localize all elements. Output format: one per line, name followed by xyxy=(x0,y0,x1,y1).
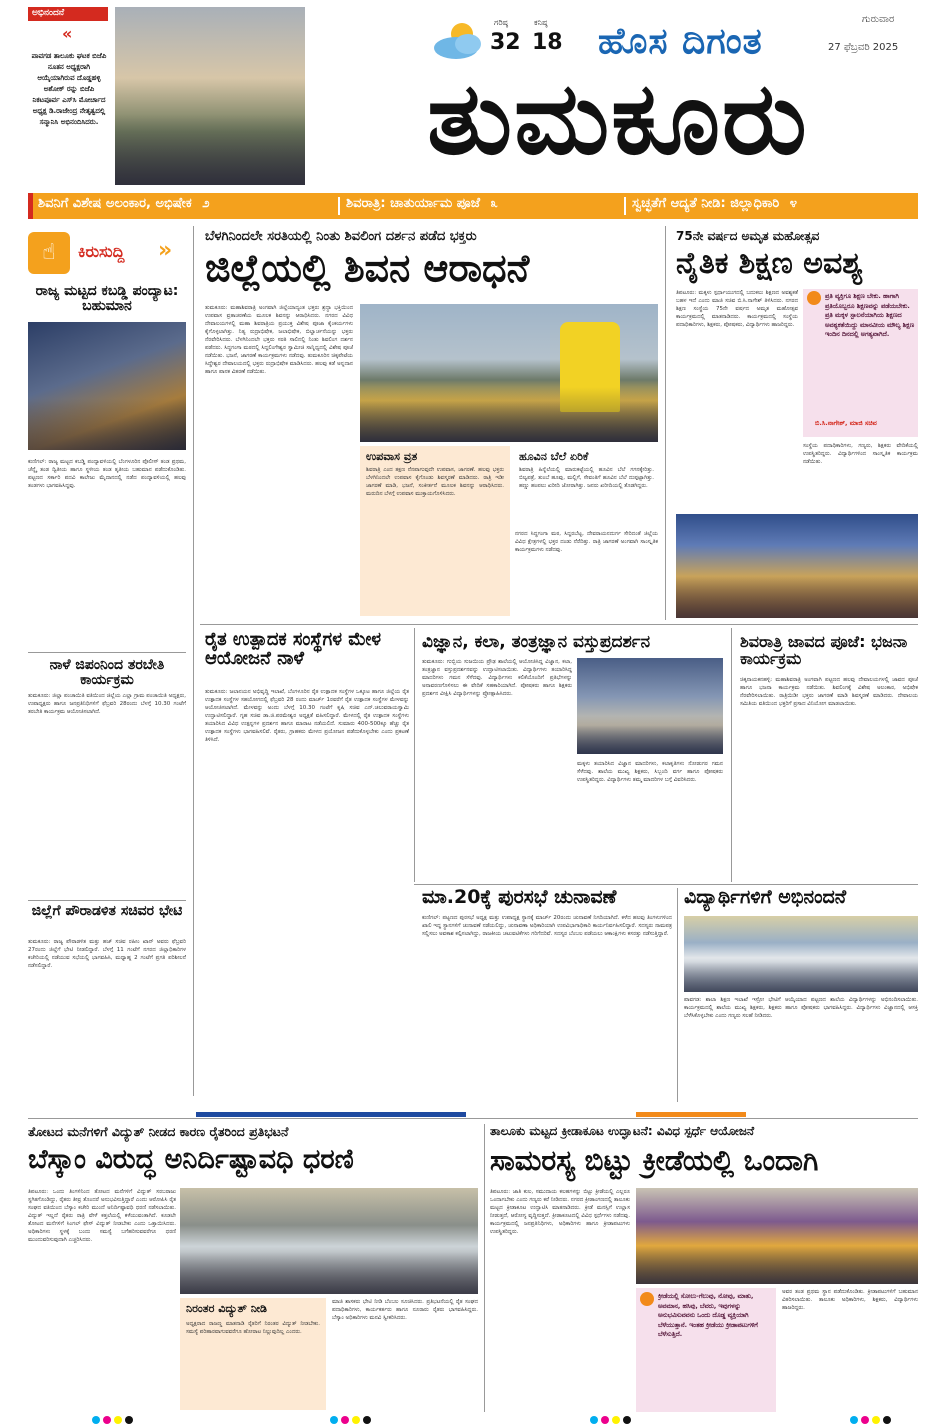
section-bar-blue xyxy=(196,1112,466,1117)
rule-vertical-4 xyxy=(677,888,678,1102)
registration-dots-3 xyxy=(590,1416,631,1424)
science-body: ತುಮಕೂರು: ಗುಬ್ಬಿಯ ಸುಜಯಿಯ ಪ್ರೌಢ ಶಾಲೆಯಲ್ಲಿ ಆಯೋಜಿಸಿದ್ದ ವಿಜ್ಞಾನ, ಕಲಾ, ತಂತ್ರಜ್ಞಾನ ವಸ್ತುಪ್ರದರ್ಶನವನ್ನು ಉದ್ಘಾಟಿಸಲಾಯಿತು. ವಿದ್ಯಾರ್ಥಿಗಳು ತಯಾರಿಸಿದ್ದ ಮಾದರಿಗಳು ಗಮನ ಸೆಳೆದವು. ವಿದ್ಯಾರ್ಥಿಗಳು ಕಲಿಕೆಯೊಂದಿಗೆ ಪ್ರತಿಭೆಗಳನ್ನು ಅನಾವರಣಗೊಳಿಸಲು ಈ ವೇದಿಕೆ ಸಹಕಾರಿಯಾಗಿದೆ. ಪೋಷಕರು ಹಾಗೂ ಶಿಕ್ಷಕರು ಪ್ರದರ್ಶನ ವೀಕ್ಷಿಸಿ ವಿದ್ಯಾರ್ಥಿಗಳನ್ನು ಪ್ರೋತ್ಸಾಹಿಸಿದರು. xyxy=(422,659,572,697)
rule-left-2 xyxy=(28,900,186,901)
sports-headline: ಸಾಮರಸ್ಯ ಬಿಟ್ಟು ಕ್ರೀಡೆಯಲ್ಲಿ ಒಂದಾಗಿ xyxy=(490,1144,819,1177)
teaser-item-2-page: ೩ xyxy=(490,196,498,211)
chevrons-right-icon: » xyxy=(158,238,173,263)
lead-kicker: ಬೆಳಗಿನಿಂದಲೇ ಸರತಿಯಲ್ಲಿ ನಿಂತು ಶಿವಲಿಂಗ ದರ್ಶನ ಪಡೆದ ಭಕ್ತರು xyxy=(205,229,477,244)
flower-box-title: ಹೂವಿನ ಬೆಲೆ ಏರಿಕೆ xyxy=(519,450,589,463)
lead-headline: ಜಿಲ್ಲೆಯಲ್ಲಿ ಶಿವನ ಆರಾಧನೆ xyxy=(205,246,530,290)
rule-vertical-3 xyxy=(731,628,732,882)
chevron-left-icon: « xyxy=(62,24,73,43)
teaser-item-2[interactable] xyxy=(346,196,616,216)
bescom-photo xyxy=(180,1188,478,1294)
teaser-red-strip xyxy=(28,193,33,219)
edition-title: ತುಮಕೂರು xyxy=(427,60,809,177)
bescom-body-2: ಮಾಜಿ ಶಾಸಕರು ಭೇಟಿ ನೀಡಿ ಬೆಂಬಲ ಸೂಚಿಸಿದರು. ಪ್ರತಿಭಟನೆಯಲ್ಲಿ ರೈತ ಸಂಘದ ಪದಾಧಿಕಾರಿಗಳು, ಕಾರ್ಯಕರ್ತರು ಹಾಗೂ ನೂರಾರು ರೈತರು ಭಾಗವಹಿಸಿದ್ದರು. ಬೆಸ್ಕಾಂ ಅಧಿಕಾರಿಗಳು ಮನವಿ ಸ್ವೀಕರಿಸಿದರು. xyxy=(332,1299,478,1321)
sports-quote-box xyxy=(636,1288,776,1412)
teaser-bar xyxy=(28,193,918,219)
science-photo xyxy=(577,658,723,754)
election-headline: ಮಾ.20ಕ್ಕೆ ಪುರಸಭೆ ಚುನಾವಣೆ xyxy=(422,886,617,908)
kirusuddi-story1-body: ಕುಣಿಗಲ್: ರಾಜ್ಯ ಮಟ್ಟದ ಕಬಡ್ಡಿ ಪಂದ್ಯಾವಳಿಯಲ್ಲಿ ಬೆಂಗಳೂರಿನ ಪೊಲೀಸ್ ತಂಡ ಪ್ರಥಮ, ಚೆನ್ನೈ ತಂಡ ದ್ವಿತೀಯ ಹಾಗೂ ಸ್ಥಳೀಯ ತಂಡ ತೃತೀಯ ಬಹುಮಾನ ಪಡೆದುಕೊಂಡಿತು. ಪಟ್ಟಣದ ಸರ್ಕಾರಿ ಪದವಿ ಕಾಲೇಜು ಮೈದಾನದಲ್ಲಿ ನಡೆದ ಪಂದ್ಯಾವಳಿಯಲ್ಲಿ ಹಲವು ತಂಡಗಳು ಭಾಗವಹಿಸಿದ್ದವು. xyxy=(28,459,186,489)
kirusuddi-story3-head: ಜಿಲ್ಲೆಗೆ ಪೌರಾಡಳಿತ ಸಚಿವರ ಭೇಟಿ xyxy=(31,903,183,919)
rule-horizontal-3 xyxy=(28,1118,918,1119)
abhinandane-text: ಪಾವಗಡ ತಾಲೂಕು ಘಟಕ ಬಿಜೆಪಿ ನೂತನ ಅಧ್ಯಕ್ಷರಾಗಿ ಆಯ್ಕೆಯಾಗಿರುವ ದೊಡ್ಡಹಳ್ಳಿ ಅಶೋಕ್ ರನ್ನು ಬಿಜೆಪಿ ನಿಕಟಪೂರ್ವ ಎಸ್‌ಸಿ ಮೋರ್ಚಾದ ಅಧ್ಯಕ್ಷ ಡಿ.ರಾಜೇಂದ್ರ ನೇತೃತ್ವದಲ್ಲಿ ಸನ್ಮಾನಿಸಿ ಅಭಿನಂದಿಸಿದರು. xyxy=(31,52,107,126)
sports-kicker: ತಾಲೂಕು ಮಟ್ಟದ ಕ್ರೀಡಾಕೂಟ ಉದ್ಘಾಟನೆ: ವಿವಿಧ ಸ್ಪರ್ಧೆ ಆಯೋಜನೆ xyxy=(490,1124,755,1138)
kabaddi-photo xyxy=(28,322,186,450)
abhinandane-photo xyxy=(115,7,305,185)
kirusuddi-story2-head: ನಾಳೆ ಜಿಪಂನಿಂದ ತರಬೇತಿ ಕಾರ್ಯಕ್ರಮ xyxy=(49,657,165,688)
rule-horizontal-2 xyxy=(414,884,918,885)
teaser-item-2-text: ಶಿವರಾತ್ರಿ: ಚಾತುರ್ಯಾಮ ಪೂಜೆ xyxy=(346,196,480,211)
kirusuddi-story3-body: ತುಮಕೂರು: ರಾಜ್ಯ ಪೌರಾಡಳಿತ ಮತ್ತು ಹಜ್ ಸಚಿವ ರಹೀಂ ಖಾನ್ ಅವರು ಫೆಬ್ರವರಿ 27ರಂದು ಜಿಲ್ಲೆಗೆ ಭೇಟಿ ನೀಡಲಿದ್ದಾರೆ. ಬೆಳಗ್ಗೆ 11 ಗಂಟೆಗೆ ನಗರದ ಜಿಲ್ಲಾಧಿಕಾರಿಗಳ ಕಚೇರಿಯಲ್ಲಿ ನಡೆಯುವ ಸಭೆಯಲ್ಲಿ ಭಾಗವಹಿಸಿ, ಮಧ್ಯಾಹ್ನ 2 ಗಂಟೆಗೆ ಪ್ರಗತಿ ಪರಿಶೀಲನೆ ನಡೆಸಲಿದ್ದಾರೆ. xyxy=(28,939,186,969)
farmers-body: ತುಮಕೂರು: ಜಲಾನಯನ ಅಭಿವೃದ್ಧಿ ಇಲಾಖೆ, ಬೆಂಗಳೂರಿನ ರೈತ ಉತ್ಪಾದಕ ಸಂಸ್ಥೆಗಳ ಒಕ್ಕೂಟ ಹಾಗೂ ಜಿಲ್ಲೆಯ ರೈತ ಉತ್ಪಾದಕ ಸಂಸ್ಥೆಗಳ ಸಹಯೋಗದಲ್ಲಿ ಫೆಬ್ರವರಿ 28 ರಂದು ಮಾರ್ಚ್ 1ರವರೆಗೆ ರೈತ ಉತ್ಪಾದಕ ಸಂಸ್ಥೆಗಳ ಮೇಳವನ್ನು ಆಯೋಜಿಸಲಾಗಿದೆ. ಮೇಳವನ್ನು ಅಂದು ಬೆಳಗ್ಗೆ 10.30 ಗಂಟೆಗೆ ಕೃಷಿ ಸಚಿವ ಎನ್.ಚಲುವರಾಯಸ್ವಾಮಿ ಉದ್ಘಾಟಿಸಲಿದ್ದಾರೆ. ಗೃಹ ಸಚಿವ ಡಾ.ಜಿ.ಪರಮೇಶ್ವರ ಅಧ್ಯಕ್ಷತೆ ವಹಿಸಲಿದ್ದಾರೆ. ಮೇಳದಲ್ಲಿ ರೈತ ಉತ್ಪಾದಕ ಸಂಸ್ಥೆಗಳು ತಯಾರಿಸಿದ ವಿವಿಧ ಉತ್ಪನ್ನಗಳ ಪ್ರದರ್ಶನ ಹಾಗೂ ಮಾರಾಟ ನಡೆಯಲಿದೆ. ಸುಮಾರು 400-500ಕ್ಕೂ ಹೆಚ್ಚು ರೈತ ಉತ್ಪಾದಕ ಸಂಸ್ಥೆಗಳು ಭಾಗವಹಿಸಲಿವೆ. ರೈತರು, ಗ್ರಾಹಕರು ಮೇಳದ ಪ್ರಯೋಜನ ಪಡೆದುಕೊಳ್ಳಬೇಕು ಎಂದು ಪ್ರಕಟಣೆ ತಿಳಿಸಿದೆ. xyxy=(205,689,409,743)
quote-mark-icon xyxy=(807,291,821,305)
ethics-headline: ನೈತಿಕ ಶಿಕ್ಷಣ ಅವಶ್ಯ xyxy=(676,246,863,281)
teaser-divider-1 xyxy=(338,197,340,215)
weather-max-label: ಗರಿಷ್ಠ xyxy=(494,18,508,27)
upavasa-box-title: ಉಪವಾಸ ವ್ರತ xyxy=(366,450,418,463)
rule-vertical-2 xyxy=(414,628,415,882)
rule-left-1 xyxy=(28,652,186,653)
teaser-item-3-page: ೪ xyxy=(789,196,798,211)
quote-mark-icon-2 xyxy=(640,1292,654,1306)
issue-day: ಗುರುವಾರ xyxy=(862,14,895,25)
ethics-quote-box xyxy=(803,289,918,437)
issue-date: 27 ಫೆಬ್ರವರಿ 2025 xyxy=(828,42,899,53)
abhinandane-tag: ಅಭಿನಂದನೆ xyxy=(28,7,108,21)
abhinandane-panel xyxy=(28,7,110,185)
ethics-kicker: 75ನೇ ವರ್ಷದ ಅಮೃತ ಮಹೋತ್ಸವ xyxy=(676,229,820,243)
registration-dots-1 xyxy=(92,1416,133,1424)
bescom-box-title: ನಿರಂತರ ವಿದ್ಯುತ್ ನೀಡಿ xyxy=(186,1302,267,1315)
flower-box-body: ಶಿವರಾತ್ರಿ ಹಿನ್ನೆಲೆಯಲ್ಲಿ ಮಾರುಕಟ್ಟೆಯಲ್ಲಿ ಹೂವಿನ ಬೆಲೆ ಗಗನಕ್ಕೇರಿತ್ತು. ಬಿಲ್ವಪತ್ರೆ, ತುಂಬೆ ಹೂವು, ಮಲ್ಲಿಗೆ, ಸೇವಂತಿಗೆ ಹೂವಿನ ಬೆಲೆ ದುಪ್ಪಟ್ಟಾಗಿತ್ತು. ಹಣ್ಣು ಹಂಪಲು ಖರೀದಿ ಜೋರಾಗಿತ್ತು. ಜನರು ಖರೀದಿಯಲ್ಲಿ ತೊಡಗಿದ್ದರು. xyxy=(519,467,654,489)
lead-body-col3: ನಗರದ ಸಿದ್ಧಗಂಗಾ ಮಠ, ಸಿದ್ದರಬೆಟ್ಟ, ದೇವರಾಯನದುರ್ಗ ಸೇರಿದಂತೆ ಜಿಲ್ಲೆಯ ವಿವಿಧ ಕ್ಷೇತ್ರಗಳಲ್ಲಿ ಭಕ್ತರ ದಂಡು ನೆರೆದಿತ್ತು. ರಾತ್ರಿ ಜಾಗರಣೆ ಅಂಗವಾಗಿ ಸಾಂಸ್ಕೃತಿಕ ಕಾರ್ಯಕ್ರಮಗಳು ನಡೆದವು. xyxy=(515,531,658,553)
kirusuddi-logo xyxy=(28,232,184,274)
teaser-divider-2 xyxy=(624,197,626,215)
weather-min-label: ಕನಿಷ್ಠ xyxy=(534,18,548,27)
sports-body-2: ಅವರ ತಂಡ ಪ್ರಥಮ ಸ್ಥಾನ ಪಡೆದುಕೊಂಡಿತು. ಕ್ರೀಡಾಪಟುಗಳಿಗೆ ಬಹುಮಾನ ವಿತರಿಸಲಾಯಿತು. ತಾಲೂಕು ಅಧಿಕಾರಿಗಳು, ಶಿಕ್ಷಕರು, ವಿದ್ಯಾರ್ಥಿಗಳು ಹಾಜರಿದ್ದರು. xyxy=(782,1289,918,1311)
lead-photo xyxy=(360,304,658,442)
bescom-body: ತಿಪಟೂರು: ಒಂದು ತಿಂಗಳಿನಿಂದ ತೋಟದ ಮನೆಗಳಿಗೆ ವಿದ್ಯುತ್ ಸರಬರಾಜು ಸ್ಥಗಿತಗೊಂಡಿದ್ದು, ರೈತರು ತೀವ್ರ ತೊಂದರೆ ಅನುಭವಿಸುತ್ತಿದ್ದಾರೆ ಎಂದು ಆರೋಪಿಸಿ ರೈತ ಸಂಘದ ವತಿಯಿಂದ ಬೆಸ್ಕಾಂ ಕಚೇರಿ ಮುಂದೆ ಅನಿರ್ದಿಷ್ಟಾವಧಿ ಧರಣಿ ನಡೆಸಲಾಯಿತು. ವಿದ್ಯುತ್ ಇಲ್ಲದೆ ರೈತರು ರಾತ್ರಿ ವೇಳೆ ಕತ್ತಲೆಯಲ್ಲಿ ಕಳೆಯುವಂತಾಗಿದೆ. ಕೂಡಲೇ ತೋಟದ ಮನೆಗಳಿಗೆ ಸಿಂಗಲ್ ಫೇಸ್ ವಿದ್ಯುತ್ ನೀಡಬೇಕು ಎಂದು ಒತ್ತಾಯಿಸಿದರು. ಅಧಿಕಾರಿಗಳು ಸ್ಥಳಕ್ಕೆ ಬಂದು ಸಮಸ್ಯೆ ಬಗೆಹರಿಸುವವರೆಗೂ ಧರಣಿ ಮುಂದುವರಿಸುವುದಾಗಿ ಎಚ್ಚರಿಸಿದರು. xyxy=(28,1189,176,1243)
students-headline: ವಿದ್ಯಾರ್ಥಿಗಳಿಗೆ ಅಭಿನಂದನೆ xyxy=(684,886,847,908)
bhajana-headline: ಶಿವರಾತ್ರಿ ಜಾವದ ಪೂಜೆ: ಭಜನಾ ಕಾರ್ಯಕ್ರಮ xyxy=(740,632,908,668)
rule-vertical-5 xyxy=(484,1124,485,1412)
teaser-item-1-text: ಶಿವನಿಗೆ ವಿಶೇಷ ಅಲಂಕಾರ, ಅಭಿಷೇಕ xyxy=(38,196,192,211)
farmers-headline: ರೈತ ಉತ್ಪಾದಕ ಸಂಸ್ಥೆಗಳ ಮೇಳ ಆಯೋಜನೆ ನಾಳೆ xyxy=(205,629,382,669)
rule-vertical-mid xyxy=(665,226,666,620)
hand-icon: ☝ xyxy=(28,232,70,274)
weather-max-value: 32 xyxy=(490,30,521,55)
ethics-quote-by: ಬಿ.ಸಿ.ನಾಗೇಶ್, ಮಾಜಿ ಸಚಿವ xyxy=(815,419,877,427)
weather-min-value: 18 xyxy=(532,30,563,55)
kirusuddi-label: ಕಿರುಸುದ್ದಿ xyxy=(78,242,125,261)
bescom-box-body: ಅಧ್ಯಕ್ಷರಾದ ರಾಜಣ್ಣ ಮಾತನಾಡಿ ರೈತರಿಗೆ ನಿರಂತರ ವಿದ್ಯುತ್ ನೀಡಬೇಕು. ಸಮಸ್ಯೆ ಪರಿಹಾರವಾಗುವವರೆಗೂ ಹೋರಾಟ ನಿಲ್ಲುವುದಿಲ್ಲ ಎಂದರು. xyxy=(186,1321,320,1335)
registration-dots-2 xyxy=(330,1416,371,1424)
teaser-item-3[interactable] xyxy=(632,196,914,216)
ethics-body: ತಿಪಟೂರು: ಮಕ್ಕಳು ಸ್ಪರ್ಧಾಯುಗದಲ್ಲಿ ಬದುಕಲು ಶಿಕ್ಷಣದ ಅವಶ್ಯಕತೆ ಬಹಳ ಇದೆ ಎಂದು ಮಾಜಿ ಸಚಿವ ಬಿ.ಸಿ.ನಾಗೇಶ್ ತಿಳಿಸಿದರು. ನಗರದ ಶಿಕ್ಷಣ ಸಂಸ್ಥೆಯ 75ನೇ ವರ್ಷದ ಅಮೃತ ಮಹೋತ್ಸವ ಕಾರ್ಯಕ್ರಮದಲ್ಲಿ ಮಾತನಾಡಿದರು. ಕಾರ್ಯಕ್ರಮದಲ್ಲಿ ಸಂಸ್ಥೆಯ ಪದಾಧಿಕಾರಿಗಳು, ಶಿಕ್ಷಕರು, ಪೋಷಕರು, ವಿದ್ಯಾರ್ಥಿಗಳು ಹಾಜರಿದ್ದರು. xyxy=(676,290,798,328)
paper-name: ಹೊಸ ದಿಗಂತ xyxy=(598,20,763,62)
teaser-item-1-page: ೨ xyxy=(202,196,210,211)
ethics-quote: ಪ್ರತಿ ವ್ಯಕ್ತಿಗೂ ಶಿಕ್ಷಣ ಬೇಕು. ಹಾಗಾಗಿ ಪ್ರತಿಯೊಬ್ಬರೂ ಶಿಕ್ಷಣವನ್ನು ಪಡೆಯಬೇಕು. ಪ್ರತಿ ಮಕ್ಕಳ ಸ್ಪಾಲನೆಯಾಗಿಯ ಶಿಕ್ಷಣದ ಅವಶ್ಯಕತೆಯಿದ್ದು ಮಾನವೀಯ ಮೌಲ್ಯ ಶಿಕ್ಷಣ ಇಂದಿನ ದಿನದಲ್ಲಿ ಅಗತ್ಯವಾಗಿದೆ. xyxy=(825,292,915,338)
teaser-item-1[interactable] xyxy=(38,196,338,216)
sports-body: ತಿಪಟೂರು: ಜಾತಿ ಕುಲ, ಸಮುದಾಯ ಕಲಹಗಳನ್ನು ಬಿಟ್ಟು ಕ್ರೀಡೆಯಲ್ಲಿ ಎಲ್ಲರೂ ಒಂದಾಗಬೇಕು ಎಂದು ಗಣ್ಯರು ಕರೆ ನೀಡಿದರು. ನಗರದ ಕ್ರೀಡಾಂಗಣದಲ್ಲಿ ತಾಲೂಕು ಮಟ್ಟದ ಕ್ರೀಡಾಕೂಟ ಉದ್ಘಾಟಿಸಿ ಮಾತನಾಡಿದರು. ಕ್ರೀಡೆ ಮನಸ್ಸಿಗೆ ಉಲ್ಲಾಸ ನೀಡುತ್ತದೆ, ಆರೋಗ್ಯ ವೃದ್ಧಿಸುತ್ತದೆ. ಕ್ರೀಡಾಕೂಟದಲ್ಲಿ ವಿವಿಧ ಸ್ಪರ್ಧೆಗಳು ನಡೆದವು. ಕಾರ್ಯಕ್ರಮದಲ್ಲಿ ಜನಪ್ರತಿನಿಧಿಗಳು, ಅಧಿಕಾರಿಗಳು ಹಾಗೂ ಕ್ರೀಡಾಪಟುಗಳು ಉಪಸ್ಥಿತರಿದ್ದರು. xyxy=(490,1189,630,1235)
ethics-body-2: ಸಂಸ್ಥೆಯ ಪದಾಧಿಕಾರಿಗಳು, ಗಣ್ಯರು, ಶಿಕ್ಷಕರು ವೇದಿಕೆಯಲ್ಲಿ ಉಪಸ್ಥಿತರಿದ್ದರು. ವಿದ್ಯಾರ್ಥಿಗಳಿಂದ ಸಾಂಸ್ಕೃತಿಕ ಕಾರ್ಯಕ್ರಮ ನಡೆಯಿತು. xyxy=(803,443,918,465)
upavasa-box xyxy=(360,446,510,616)
election-body: ಕುಣಿಗಲ್: ಪಟ್ಟಣದ ಪುರಸಭೆ ಅಧ್ಯಕ್ಷ ಮತ್ತು ಉಪಾಧ್ಯಕ್ಷ ಸ್ಥಾನಕ್ಕೆ ಮಾರ್ಚ್ 20ರಂದು ಚುನಾವಣೆ ನಿಗದಿಯಾಗಿದೆ. ಕಳೆದ ಹಲವು ತಿಂಗಳುಗಳಿಂದ ಖಾಲಿ ಇದ್ದ ಸ್ಥಾನಗಳಿಗೆ ಚುನಾವಣೆ ನಡೆಯಲಿದ್ದು, ಚುನಾವಣಾ ಅಧಿಕಾರಿಯಾಗಿ ಉಪವಿಭಾಗಾಧಿಕಾರಿ ಕಾರ್ಯನಿರ್ವಹಿಸಲಿದ್ದಾರೆ. ಸದಸ್ಯರು ನಾಮಪತ್ರ ಸಲ್ಲಿಸಲು ಅವಕಾಶ ಕಲ್ಪಿಸಲಾಗಿದ್ದು, ರಾಜಕೀಯ ಚಟುವಟಿಕೆಗಳು ಗರಿಗೆದರಿವೆ. ಸದಸ್ಯರ ಬೆಂಬಲ ಪಡೆಯಲು ಆಕಾಂಕ್ಷಿಗಳು ಕಸರತ್ತು ನಡೆಸುತ್ತಿದ್ದಾರೆ. xyxy=(422,915,672,937)
sports-quote: ಕ್ರೀಡೆಯಲ್ಲಿ ಸೋಲು-ಗೆಲುವು, ನೋವು, ಮಾತು, ಅವಮಾನ, ಹಸಿವು, ಬೆವರು, ಇವುಗಳನ್ನು ಅನುಭವಿಸುವವನು ಒಂದು ದೊಡ್ಡ ವ್ಯಕ್ತಿಯಾಗಿ ಬೆಳೆಯುತ್ತಾನೆ. ಇಂತಹ ಕ್ರೀಡೆಯು ಕ್ರೀಡಾಪಟುಗಳಿಗೆ ಬೆಳೆಸುತ್ತಿದೆ. xyxy=(658,1293,758,1338)
flower-box xyxy=(515,446,658,528)
students-photo xyxy=(684,916,918,992)
teaser-item-3-text: ಸ್ವಚ್ಛತೆಗೆ ಆದ್ಯತೆ ನೀಡಿ: ಜಿಲ್ಲಾಧಿಕಾರಿ xyxy=(632,196,780,211)
bescom-headline: ಬೆಸ್ಕಾಂ ವಿರುದ್ಧ ಅನಿರ್ದಿಷ್ಟಾವಧಿ ಧರಣಿ xyxy=(28,1144,354,1175)
rule-horizontal-1 xyxy=(200,624,918,625)
science-body-2: ಮಕ್ಕಳು ತಯಾರಿಸಿದ ವಿಜ್ಞಾನ ಮಾದರಿಗಳು, ಕಲಾಕೃತಿಗಳು ನೋಡುಗರ ಗಮನ ಸೆಳೆದವು. ಶಾಲೆಯ ಮುಖ್ಯ ಶಿಕ್ಷಕರು, ಸಿಬ್ಬಂದಿ ವರ್ಗ ಹಾಗೂ ಪೋಷಕರು ಉಪಸ್ಥಿತರಿದ್ದರು. ವಿದ್ಯಾರ್ಥಿಗಳು ತಮ್ಮ ಮಾದರಿಗಳ ಬಗ್ಗೆ ವಿವರಿಸಿದರು. xyxy=(577,761,723,783)
bescom-box xyxy=(180,1298,326,1410)
kirusuddi-story1-head: ರಾಜ್ಯ ಮಟ್ಟದ ಕಬಡ್ಡಿ ಪಂದ್ಯಾಟ: ಬಹುಮಾನ xyxy=(35,283,179,314)
upavasa-box-body: ಶಿವರಾತ್ರಿ ಎಂದ ತಕ್ಷಣ ನೆನಪಾಗುವುದೇ ಉಪವಾಸ, ಜಾಗರಣೆ. ಹಲವು ಭಕ್ತರು ಬೆಳಗಿನಿಂದಲೇ ಉಪವಾಸ ಕೈಗೊಂಡು ಶಿವಸ್ಮರಣೆ ಮಾಡಿದರು. ರಾತ್ರಿ ಇಡೀ ಜಾಗರಣೆ ಮಾಡಿ, ಭಜನೆ, ಸಂಕೀರ್ತನೆ ಮೂಲಕ ಶಿವನನ್ನು ಆರಾಧಿಸಿದರು. ಮರುದಿನ ಬೆಳಗ್ಗೆ ಉಪವಾಸ ಮುಕ್ತಾಯಗೊಳಿಸಿದರು. xyxy=(366,467,504,497)
bescom-kicker: ತೋಟದ ಮನೆಗಳಿಗೆ ವಿದ್ಯುತ್ ನೀಡದ ಕಾರಣ ರೈತರಿಂದ ಪ್ರತಿಭಟನೆ xyxy=(28,1124,289,1139)
section-bar-orange xyxy=(636,1112,746,1117)
students-body: ಪಾವಗಡ: ಶಾಲಾ ಶಿಕ್ಷಣ ಇಲಾಖೆ ಇಸ್ರೋ ಭೇಟಿಗೆ ಆಯ್ಕೆಯಾದ ಪಟ್ಟಣದ ಶಾಲೆಯ ವಿದ್ಯಾರ್ಥಿಗಳನ್ನು ಅಭಿನಂದಿಸಲಾಯಿತು. ಕಾರ್ಯಕ್ರಮದಲ್ಲಿ ಶಾಲೆಯ ಮುಖ್ಯ ಶಿಕ್ಷಕರು, ಶಿಕ್ಷಕರು ಹಾಗೂ ಪೋಷಕರು ಭಾಗವಹಿಸಿದ್ದರು. ವಿದ್ಯಾರ್ಥಿಗಳು ವಿಜ್ಞಾನದಲ್ಲಿ ಆಸಕ್ತಿ ಬೆಳೆಸಿಕೊಳ್ಳಬೇಕು ಎಂದು ಗಣ್ಯರು ಸಲಹೆ ನೀಡಿದರು. xyxy=(684,997,918,1019)
ethics-photo xyxy=(676,514,918,618)
rule-vertical-left xyxy=(193,226,194,1096)
sports-photo xyxy=(636,1188,918,1284)
kirusuddi-story2-body: ತುಮಕೂರು: ಜಿಲ್ಲಾ ಪಂಚಾಯಿತಿ ವತಿಯಿಂದ ಜಿಲ್ಲೆಯ ಎಲ್ಲಾ ಗ್ರಾಮ ಪಂಚಾಯಿತಿ ಅಧ್ಯಕ್ಷರು, ಉಪಾಧ್ಯಕ್ಷರು ಹಾಗೂ ಜನಪ್ರತಿನಿಧಿಗಳಿಗೆ ಫೆಬ್ರವರಿ 28ರಂದು ಬೆಳಗ್ಗೆ 10.30 ಗಂಟೆಗೆ ತರಬೇತಿ ಕಾರ್ಯಕ್ರಮ ಆಯೋಜಿಸಲಾಗಿದೆ. xyxy=(28,693,186,715)
science-headline: ವಿಜ್ಞಾನ, ಕಲಾ, ತಂತ್ರಜ್ಞಾನ ವಸ್ತುಪ್ರದರ್ಶನ xyxy=(422,632,651,652)
registration-dots-4 xyxy=(850,1416,891,1424)
bhajana-body: ಚಿಕ್ಕನಾಯಕನಹಳ್ಳಿ: ಮಹಾಶಿವರಾತ್ರಿ ಅಂಗವಾಗಿ ಪಟ್ಟಣದ ಹಲವು ದೇವಾಲಯಗಳಲ್ಲಿ ಜಾವದ ಪೂಜೆ ಹಾಗೂ ಭಜನಾ ಕಾರ್ಯಕ್ರಮ ನಡೆಯಿತು. ಶಿವಲಿಂಗಕ್ಕೆ ವಿಶೇಷ ಅಲಂಕಾರ, ಅಭಿಷೇಕ ನೆರವೇರಿಸಲಾಯಿತು. ರಾತ್ರಿಯಿಡೀ ಭಕ್ತರು ಜಾಗರಣೆ ಮಾಡಿ ಶಿವಸ್ಮರಣೆ ಮಾಡಿದರು. ದೇವಾಲಯ ಸಮಿತಿಯ ವತಿಯಿಂದ ಭಕ್ತರಿಗೆ ಪ್ರಸಾದ ವಿನಿಯೋಗ ಮಾಡಲಾಯಿತು. xyxy=(740,677,918,707)
lead-body-col1: ತುಮಕೂರು: ಮಹಾಶಿವರಾತ್ರಿ ಅಂಗವಾಗಿ ಜಿಲ್ಲೆಯಾದ್ಯಂತ ಭಕ್ತರು ಶ್ರದ್ಧಾ ಭಕ್ತಿಯಿಂದ ಉಪವಾಸ ವ್ರತಾಚರಣೆಯ ಮೂಲಕ ಶಿವನನ್ನು ಆರಾಧಿಸಿದರು. ನಗರದ ವಿವಿಧ ದೇವಾಲಯಗಳಲ್ಲಿ ಮಹಾ ಶಿವರಾತ್ರಿಯ ಪ್ರಯುಕ್ತ ವಿಶೇಷ ಪೂಜಾ ಕೈಂಕರ್ಯಗಳು ಕೈಗೊಳ್ಳಲಾಗಿತ್ತು. ನಿತ್ಯ ರುದ್ರಾಭಿಷೇಕ, ಜಲಾಭಿಷೇಕ, ಬಿಲ್ವಾರ್ಚನೆಯನ್ನು ಭಕ್ತರು ನೆರವೇರಿಸಿದರು. ಬೆಳಗಿನಿಂದಲೇ ಭಕ್ತರು ಸರತಿ ಸಾಲಿನಲ್ಲಿ ನಿಂತು ಶಿವಲಿಂಗ ದರ್ಶನ ಪಡೆದರು. ಸಿದ್ಧಗಂಗಾ ಮಠದಲ್ಲಿ ಸಿದ್ದಲಿಂಗೇಶ್ವರ ಸ್ವಾಮೀಜಿ ಸಾನ್ನಿಧ್ಯದಲ್ಲಿ ವಿಶೇಷ ಪೂಜೆ ನಡೆಯಿತು. ಭಜನೆ, ಜಾಗರಣೆ ಕಾರ್ಯಕ್ರಮಗಳು ನಡೆದವು. ತುಮಕೂರಿನ ಚಿಕ್ಕಪೇಟೆಯ ಸಿದ್ಧೇಶ್ವರ ದೇವಾಲಯದಲ್ಲಿ ಭಕ್ತರು ರುದ್ರಾಭಿಷೇಕ ಮಾಡಿಸಿದರು. ಹಲವು ಕಡೆ ಅನ್ನದಾನ ಹಾಗೂ ಪಾನಕ ವಿತರಣೆ ನಡೆಯಿತು. xyxy=(205,305,353,375)
